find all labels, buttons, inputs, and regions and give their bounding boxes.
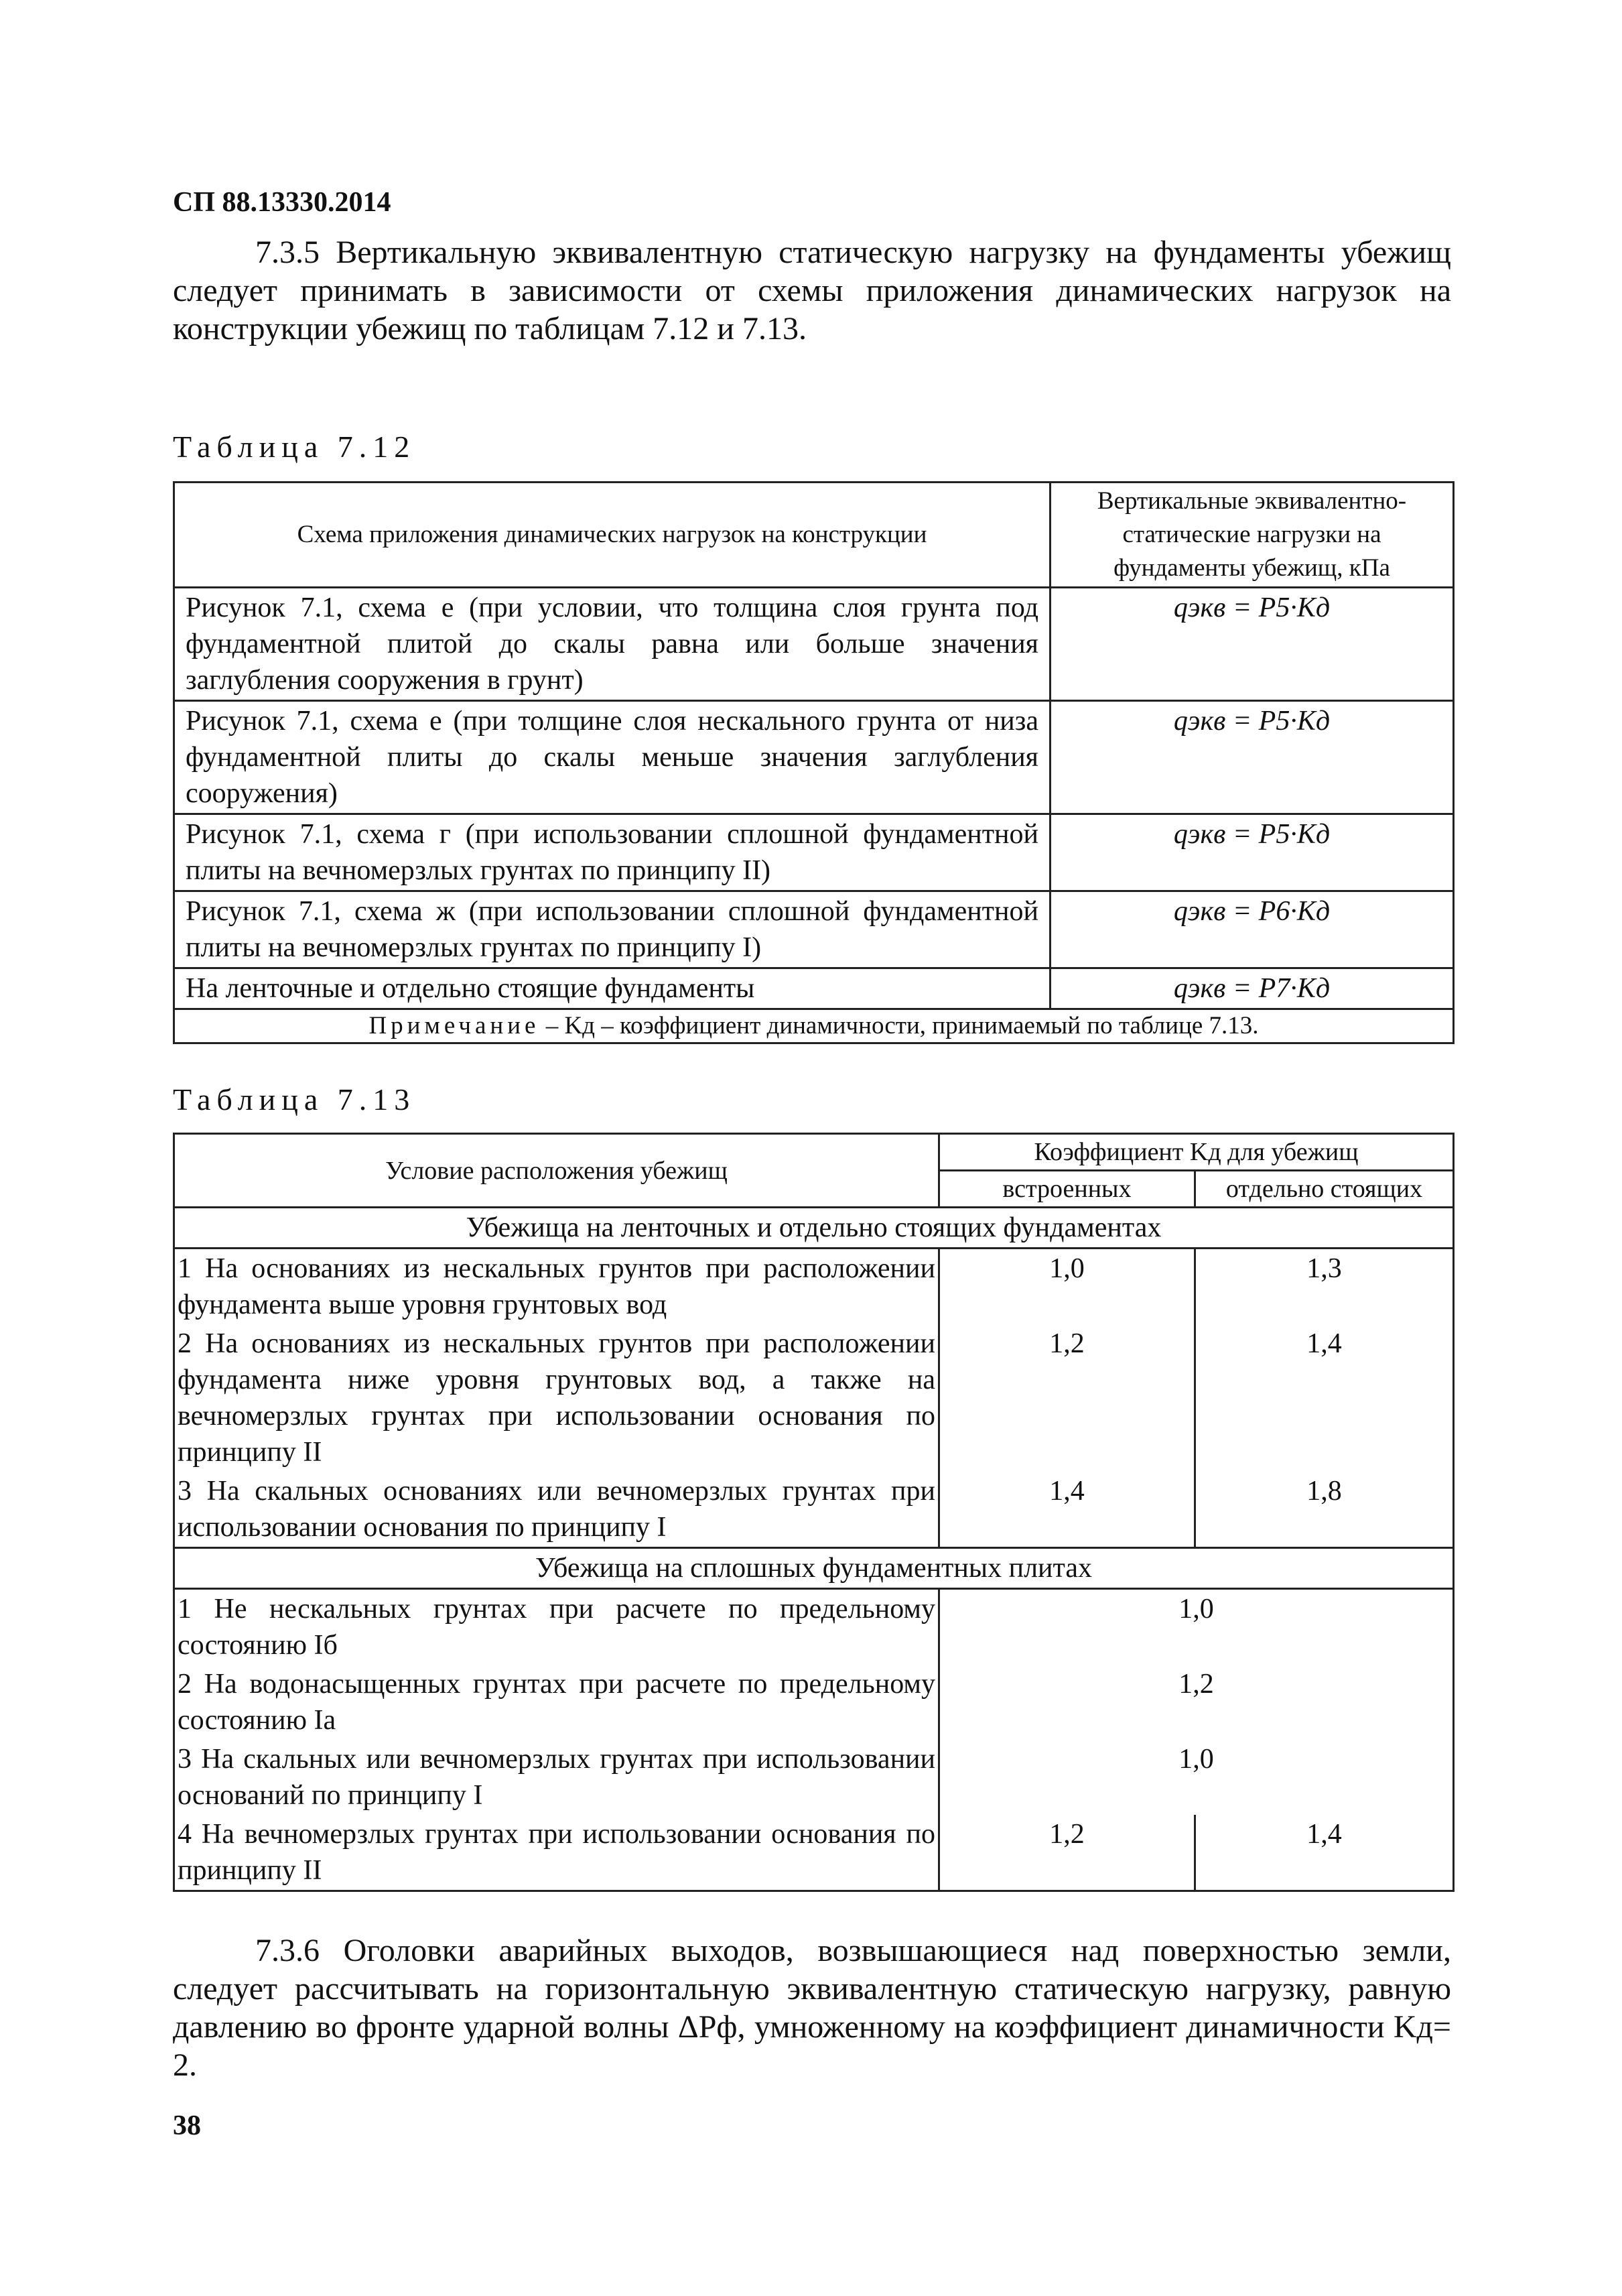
scheme-cell: Рисунок 7.1, схема г (при использовании сплошной фундаментной плиты на вечномерзлых грунтах по принципу II)	[174, 814, 1051, 891]
load-formula-cell: qэкв = P5·Kд	[1051, 701, 1454, 814]
paragraph-7-3-6	[173, 1931, 1451, 2084]
table-7-13	[173, 1133, 1455, 1892]
page-number: 38	[173, 2110, 201, 2141]
builtin-value: 1,0	[939, 1249, 1195, 1325]
standalone-value: 1,3	[1195, 1249, 1454, 1325]
load-formula-cell: qэкв = P5·Kд	[1051, 814, 1454, 891]
condition-cell: 3 На скальных основаниях или вечномерзлых грунтах при использовании основания по принципу I	[174, 1472, 939, 1548]
section-title: Убежища на сплошных фундаментных плитах	[174, 1548, 1454, 1589]
condition-cell: 1 На основаниях из нескальных грунтов при расположении фундамента выше уровня грунтовых вод	[174, 1249, 939, 1325]
header-condition: Условие расположения убежищ	[174, 1134, 939, 1208]
standalone-value: 1,4	[1195, 1324, 1454, 1472]
table-row	[174, 1249, 1454, 1325]
table-row	[174, 1815, 1454, 1891]
section-title: Убежища на ленточных и отдельно стоящих фундаментах	[174, 1208, 1454, 1249]
load-formula-cell: qэкв = P6·Kд	[1051, 891, 1454, 968]
condition-cell: 3 На скальных или вечномерзлых грунтах при использовании оснований по принципу I	[174, 1740, 939, 1815]
combined-value: 1,2	[939, 1665, 1454, 1740]
table-row	[174, 891, 1454, 968]
scheme-cell: Рисунок 7.1, схема е (при толщине слоя нескального грунта от низа фундаментной плиты до скалы меньше значения заглубления сооружения)	[174, 701, 1051, 814]
header-builtin: встроенных	[939, 1171, 1195, 1208]
paragraph-text: 7.3.6 Оголовки аварийных выходов, возвышающиеся над поверхностью земли, следует рассчитывать на горизонтальную эквивалентную статическую нагрузку, равную давлению во фронте ударной волны ΔPф, умноженному на коэффициент динамичности Kд= 2.	[173, 1933, 1451, 2083]
combined-value: 1,0	[939, 1740, 1454, 1815]
note-label: Примечание	[368, 1012, 540, 1039]
load-formula-cell: qэкв = P5·Kд	[1051, 588, 1454, 701]
load-formula-cell: qэкв = P7·Kд	[1051, 968, 1454, 1009]
header-load: Вертикальные эквивалентно-статические нагрузки на фундаменты убежищ, кПа	[1051, 483, 1454, 588]
table-7-12	[173, 481, 1455, 1044]
condition-cell: 4 На вечномерзлых грунтах при использовании основания по принципу II	[174, 1815, 939, 1891]
table-row	[174, 814, 1454, 891]
condition-cell: 2 На водонасыщенных грунтах при расчете по предельному состоянию Iа	[174, 1665, 939, 1740]
table-row	[174, 1665, 1454, 1740]
scheme-cell: Рисунок 7.1, схема е (при условии, что толщина слоя грунта под фундаментной плитой до скалы равна или больше значения заглубления сооружения в грунт)	[174, 588, 1051, 701]
paragraph-7-3-5	[173, 233, 1451, 348]
paragraph-text: 7.3.5 Вертикальную эквивалентную статическую нагрузку на фундаменты убежищ следует принимать в зависимости от схемы приложения динамических нагрузок на конструкции убежищ по таблицам 7.12 и 7.13.	[173, 235, 1451, 346]
table-header-row	[174, 1134, 1454, 1171]
table-row	[174, 588, 1454, 701]
builtin-value: 1,2	[939, 1324, 1195, 1472]
table-row	[174, 1589, 1454, 1665]
table-row	[174, 968, 1454, 1009]
standalone-value: 1,4	[1195, 1815, 1454, 1891]
document-code: СП 88.13330.2014	[173, 187, 391, 218]
table-7-12-caption: Таблица 7.12	[173, 430, 416, 464]
header-standalone: отдельно стоящих	[1195, 1171, 1454, 1208]
table-row	[174, 1472, 1454, 1548]
standalone-value: 1,8	[1195, 1472, 1454, 1548]
builtin-value: 1,2	[939, 1815, 1195, 1891]
table-row	[174, 1324, 1454, 1472]
scheme-cell: Рисунок 7.1, схема ж (при использовании сплошной фундаментной плиты на вечномерзлых грунтах по принципу I)	[174, 891, 1051, 968]
scheme-cell: На ленточные и отдельно стоящие фундаменты	[174, 968, 1051, 1009]
condition-cell: 2 На основаниях из нескальных грунтов при расположении фундамента ниже уровня грунтовых вод, а также на вечномерзлых грунтах при использовании основания по принципу II	[174, 1324, 939, 1472]
table-note	[174, 1009, 1454, 1043]
section-row	[174, 1208, 1454, 1249]
table-row	[174, 1740, 1454, 1815]
header-coefficient: Коэффициент Kд для убежищ	[939, 1134, 1454, 1171]
table-note-row	[174, 1009, 1454, 1043]
table-header-row	[174, 483, 1454, 588]
note-text: – Kд – коэффициент динамичности, принимаемый по таблице 7.13.	[539, 1012, 1259, 1039]
combined-value: 1,0	[939, 1589, 1454, 1665]
table-7-13-caption: Таблица 7.13	[173, 1082, 416, 1117]
section-row	[174, 1548, 1454, 1589]
header-scheme: Схема приложения динамических нагрузок на конструкции	[174, 483, 1051, 588]
builtin-value: 1,4	[939, 1472, 1195, 1548]
table-row	[174, 701, 1454, 814]
condition-cell: 1 Не нескальных грунтах при расчете по предельному состоянию Iб	[174, 1589, 939, 1665]
